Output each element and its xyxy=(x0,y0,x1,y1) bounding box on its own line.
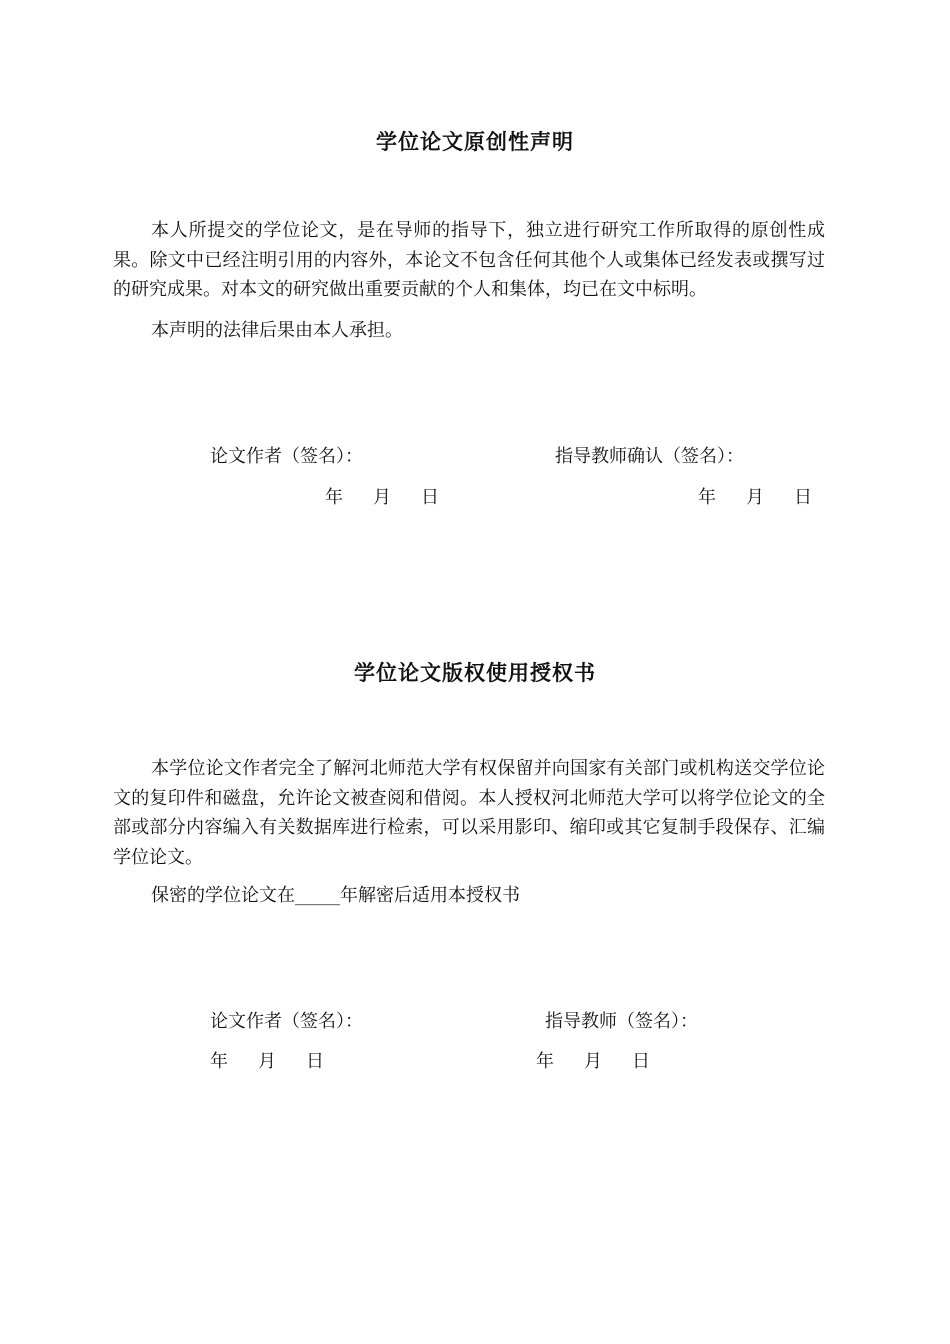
authorization-advisor-signature-label: 指导教师（签名）： xyxy=(545,1011,698,1032)
date-year: 年 xyxy=(698,487,716,508)
declaration-legal-note: 本声明的法律后果由本人承担。 xyxy=(151,320,403,341)
authorization-title: 学位论文版权使用授权书 xyxy=(354,661,596,685)
secret-note-prefix: 保密的学位论文在 xyxy=(151,885,295,906)
date-day: 日 xyxy=(794,487,812,508)
date-day: 日 xyxy=(632,1051,650,1072)
authorization-author-date xyxy=(210,1047,324,1073)
declaration-title: 学位论文原创性声明 xyxy=(376,130,574,154)
date-month: 月 xyxy=(584,1051,602,1072)
date-year: 年 xyxy=(210,1051,228,1072)
authorization-secret-note xyxy=(113,881,825,911)
declaration-author-signature-label: 论文作者（签名）： xyxy=(210,446,363,467)
declaration-body: 本人所提交的学位论文，是在导师的指导下，独立进行研究工作所取得的原创性成果。除文中已经注明引用的内容外，本论文不包含任何其他个人或集体已经发表或撰写过的研究成果。对本文的研究做出重要贡献的个人和集体，均已在文中标明。 xyxy=(113,220,825,300)
secret-note-suffix: 年解密后适用本授权书 xyxy=(340,885,520,906)
authorization-body: 本学位论文作者完全了解河北师范大学有权保留并向国家有关部门或机构送交学位论文的复印件和磁盘，允许论文被查阅和借阅。本人授权河北师范大学可以将学位论文的全部或部分内容编入有关数据库进行检索，可以采用影印、缩印或其它复制手段保存、汇编学位论文。 xyxy=(113,758,825,868)
date-day: 日 xyxy=(421,487,439,508)
date-month: 月 xyxy=(373,487,391,508)
declaration-advisor-signature-label: 指导教师确认（签名）： xyxy=(555,446,744,467)
date-month: 月 xyxy=(746,487,764,508)
date-year: 年 xyxy=(325,487,343,508)
date-year: 年 xyxy=(536,1051,554,1072)
date-month: 月 xyxy=(258,1051,276,1072)
date-day: 日 xyxy=(306,1051,324,1072)
authorization-author-signature-label: 论文作者（签名）： xyxy=(210,1011,363,1032)
authorization-advisor-date xyxy=(536,1047,650,1073)
declaration-advisor-date xyxy=(698,483,812,509)
declaration-author-date xyxy=(325,483,439,509)
secret-years-blank: _____ xyxy=(295,885,340,906)
